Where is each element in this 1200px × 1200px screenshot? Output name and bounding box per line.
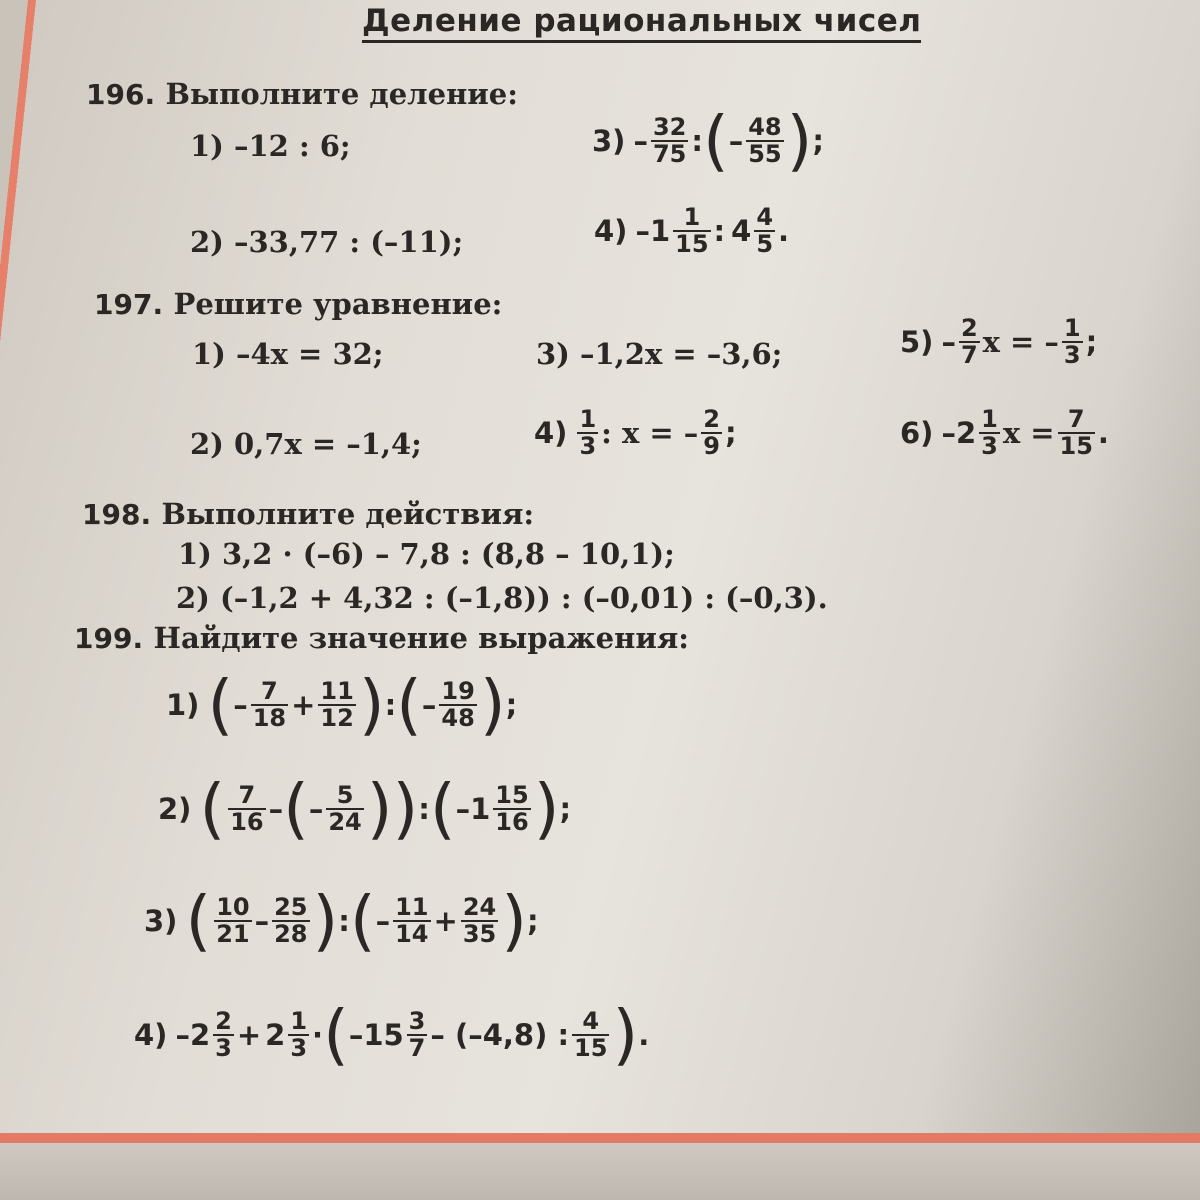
fraction: $\frac{7}{18}$ — [252, 676, 287, 732]
problem-197-item-1: 1) –4x = 32; — [192, 337, 384, 371]
page-bottom-strip — [0, 1143, 1200, 1200]
problem-199-item-1: 1) ( – $\frac{7}{18}$ + $\frac{11}{12}$ ) : ( – $\frac{19}{48}$ ) ; — [166, 666, 518, 743]
problem-number: 196. — [86, 78, 156, 111]
problem-199-header: 199. Найдите значение выражения: — [74, 621, 689, 655]
fraction: $\frac{1}{3}$ — [290, 1006, 308, 1062]
fraction: $\frac{48}{55}$ — [748, 112, 782, 168]
fraction: $\frac{4}{5}$ — [756, 203, 774, 259]
fraction: $\frac{2}{9}$ — [703, 405, 720, 461]
fraction: $\frac{11}{12}$ — [320, 676, 354, 732]
problem-198-item-1: 1) 3,2 · (–6) – 7,8 : (8,8 – 10,1); — [178, 537, 675, 571]
problem-196-item-2: 2) –33,77 : (–11); — [190, 225, 464, 259]
problem-198-item-2: 2) (–1,2 + 4,32 : (–1,8)) : (–0,01) : (–0,3). — [176, 581, 828, 615]
fraction: $\frac{25}{28}$ — [274, 892, 308, 948]
problem-197-item-6: 6) –2 $\frac{1}{3}$ x = $\frac{7}{15}$ . — [900, 405, 1109, 461]
problem-199-item-2: 2) ( $\frac{7}{16}$ – ( – $\frac{5}{24}$ )) : ( –1 $\frac{15}{16}$ ) ; — [158, 770, 572, 847]
problem-196-header — [86, 77, 518, 111]
fraction: $\frac{15}{16}$ — [495, 780, 529, 836]
fraction: $\frac{24}{35}$ — [462, 892, 497, 948]
problem-197-item-5: 5) – $\frac{2}{7}$ x = – $\frac{1}{3}$ ; — [900, 314, 1098, 370]
problem-197-item-4: 4) $\frac{1}{3}$ : x = – $\frac{2}{9}$ ; — [534, 405, 737, 461]
problem-197-header: 197. Решите уравнение: — [94, 287, 503, 321]
fraction: $\frac{3}{7}$ — [408, 1006, 426, 1062]
fraction: $\frac{19}{48}$ — [441, 676, 475, 732]
fraction: $\frac{32}{75}$ — [652, 112, 687, 168]
problem-instruction: Выполните деление: — [165, 77, 518, 111]
fraction: $\frac{1}{3}$ — [1063, 314, 1081, 370]
fraction: $\frac{1}{3}$ — [579, 405, 597, 461]
fraction: $\frac{5}{24}$ — [328, 780, 362, 836]
fraction: $\frac{11}{14}$ — [395, 892, 429, 948]
problem-197-item-3: 3) –1,2x = –3,6; — [536, 337, 783, 371]
fraction: $\frac{1}{15}$ — [675, 203, 709, 259]
left-margin-line — [0, 0, 60, 1200]
fraction: $\frac{7}{16}$ — [230, 780, 264, 836]
fraction: $\frac{4}{15}$ — [574, 1006, 608, 1062]
bottom-margin-line — [0, 1133, 1200, 1143]
problem-199-item-4: 4) –2 $\frac{2}{3}$ + 2 $\frac{1}{3}$ · ( –15 $\frac{3}{7}$ – (–4,8) : $\frac{4}{15}$ ) . — [134, 996, 650, 1073]
section-heading: Деление рациональных чисел — [362, 2, 921, 43]
problem-199-item-3: 3) ( $\frac{10}{21}$ – $\frac{25}{28}$ ) : ( – $\frac{11}{14}$ + $\frac{24}{35}$ ) ; — [144, 882, 539, 959]
fraction: $\frac{1}{3}$ — [981, 405, 998, 461]
problem-196-item-3: 3) – $\frac{32}{75}$ : ( – $\frac{48}{55}$ ) ; — [592, 102, 824, 179]
problem-197-item-2: 2) 0,7x = –1,4; — [190, 427, 422, 461]
fraction: $\frac{10}{21}$ — [216, 892, 250, 948]
fraction: $\frac{2}{7}$ — [960, 314, 978, 370]
problem-196-item-4: 4) –1 $\frac{1}{15}$ : 4 $\frac{4}{5}$ . — [594, 203, 790, 259]
fraction: $\frac{7}{15}$ — [1059, 405, 1093, 461]
fraction: $\frac{2}{3}$ — [215, 1006, 232, 1062]
problem-196-item-1: 1) –12 : 6; — [190, 129, 351, 163]
problem-198-header: 198. Выполните действия: — [82, 497, 535, 531]
